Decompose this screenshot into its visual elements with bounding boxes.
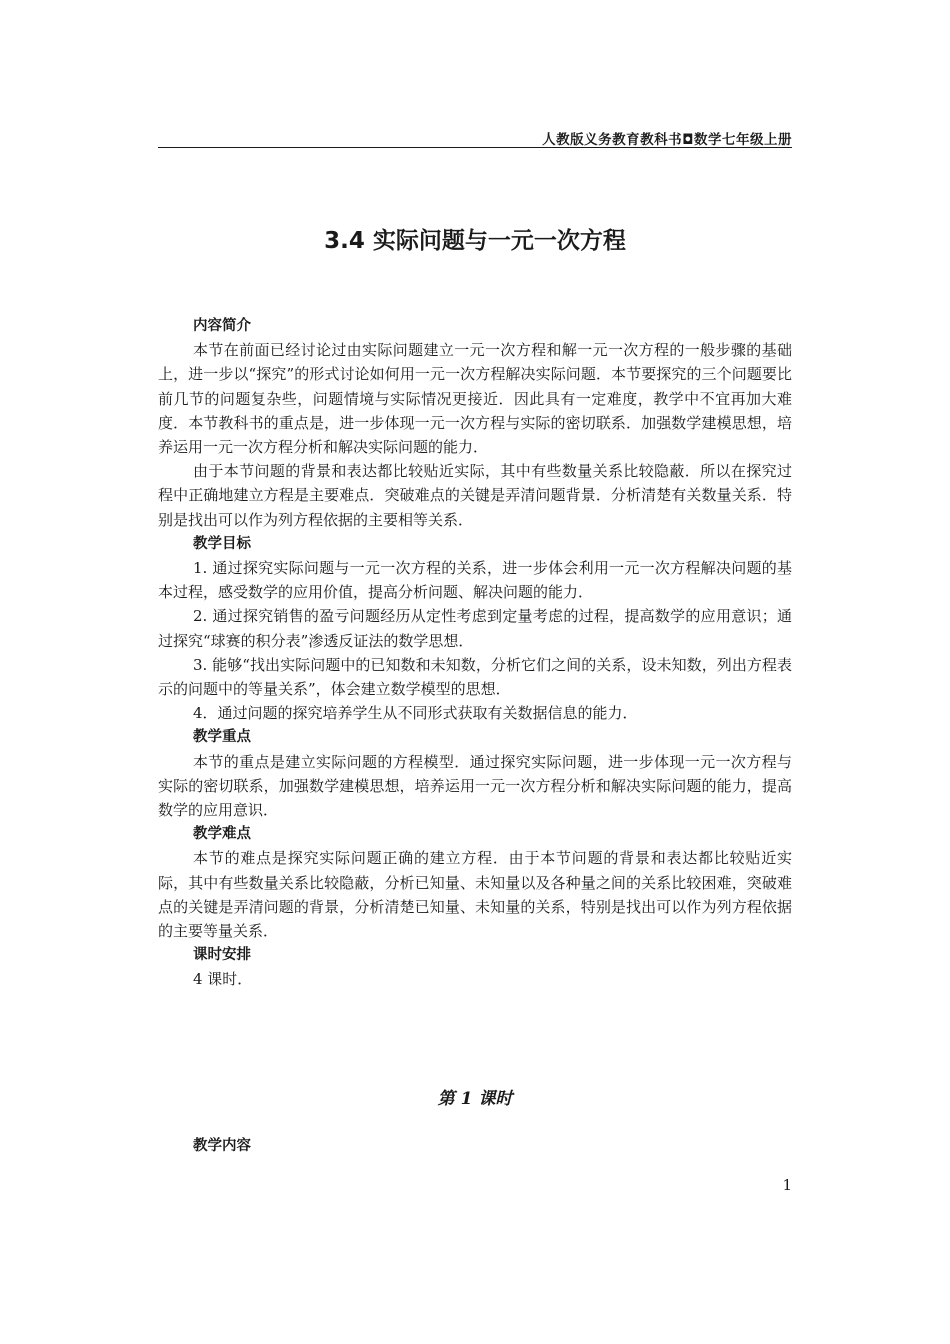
goal-item: 3. 能够“找出实际问题中的已知数和未知数，分析它们之间的关系，设未知数，列出方程表示的问题中的等量关系”，体会建立数学模型的思想． (158, 655, 792, 699)
section-title: 3.4 实际问题与一元一次方程 (324, 228, 626, 254)
paragraph: 由于本节问题的背景和表达都比较贴近实际，其中有些数量关系比较隐蔽．所以在探究过程中正确地建立方程是主要难点．突破难点的关键是弄清问题背景．分析清楚有关数量关系．特别是找出可以作为列方程依据的主要相等关系． (158, 462, 792, 529)
heading-lesson-content: 教学内容 (193, 1138, 251, 1154)
body-content (158, 314, 792, 992)
goal-item: 2. 通过探究销售的盈亏问题经历从定性考虑到定量考虑的过程，提高数学的应用意识；通过探究“球赛的积分表”渗透反证法的数学思想． (158, 607, 792, 650)
paragraph: 本节的重点是建立实际问题的方程模型．通过探究实际问题，进一步体现一元一次方程与实际的密切联系，加强数学建模思想，培养运用一元一次方程分析和解决实际问题的能力，提高数学的应用意识． (158, 752, 792, 820)
lesson-content (158, 1134, 792, 1158)
running-header: 人教版义务教育教科书◘数学七年级上册 (542, 132, 792, 148)
paragraph: 本节的难点是探究实际问题正确的建立方程．由于本节问题的背景和表达都比较贴近实际，其中有些数量关系比较隐蔽，分析已知量、未知量以及各种量之间的关系比较困难，突破难点的关键是弄清问题的背景，分析清楚已知量、未知量的关系，特别是找出可以作为列方程依据的主要等量关系． (158, 849, 792, 941)
heading-key-points: 教学重点 (193, 729, 251, 746)
goal-item: 4．通过问题的探究培养学生从不同形式获取有关数据信息的能力． (193, 704, 638, 723)
lesson-title: 第 1 课时 (437, 1089, 513, 1109)
heading-intro: 内容简介 (193, 318, 251, 334)
heading-difficulties: 教学难点 (193, 826, 251, 843)
heading-goals: 教学目标 (193, 535, 251, 552)
page-number: 1 (782, 1176, 792, 1194)
heading-schedule: 课时安排 (193, 947, 251, 964)
paragraph: 本节在前面已经讨论过由实际问题建立一元一次方程和解一元一次方程的一般步骤的基础上，进一步以“探究”的形式讨论如何用一元一次方程解决实际问题．本节要探究的三个问题要比前几节的问题复杂些，问题情境与实际情况更接近．因此具有一定难度，教学中不宜再加大难度．本节教科书的重点是，进一步体现一元一次方程与实际的密切联系．加强数学建模思想，培养运用一元一次方程分析和解决实际问题的能力． (158, 341, 792, 457)
goal-item: 1. 通过探究实际问题与一元一次方程的关系，进一步体会利用一元一次方程解决问题的基本过程，感受数学的应用价值，提高分析问题、解决问题的能力． (158, 559, 792, 602)
header-rule (158, 147, 792, 148)
paragraph: 4 课时． (193, 970, 253, 989)
